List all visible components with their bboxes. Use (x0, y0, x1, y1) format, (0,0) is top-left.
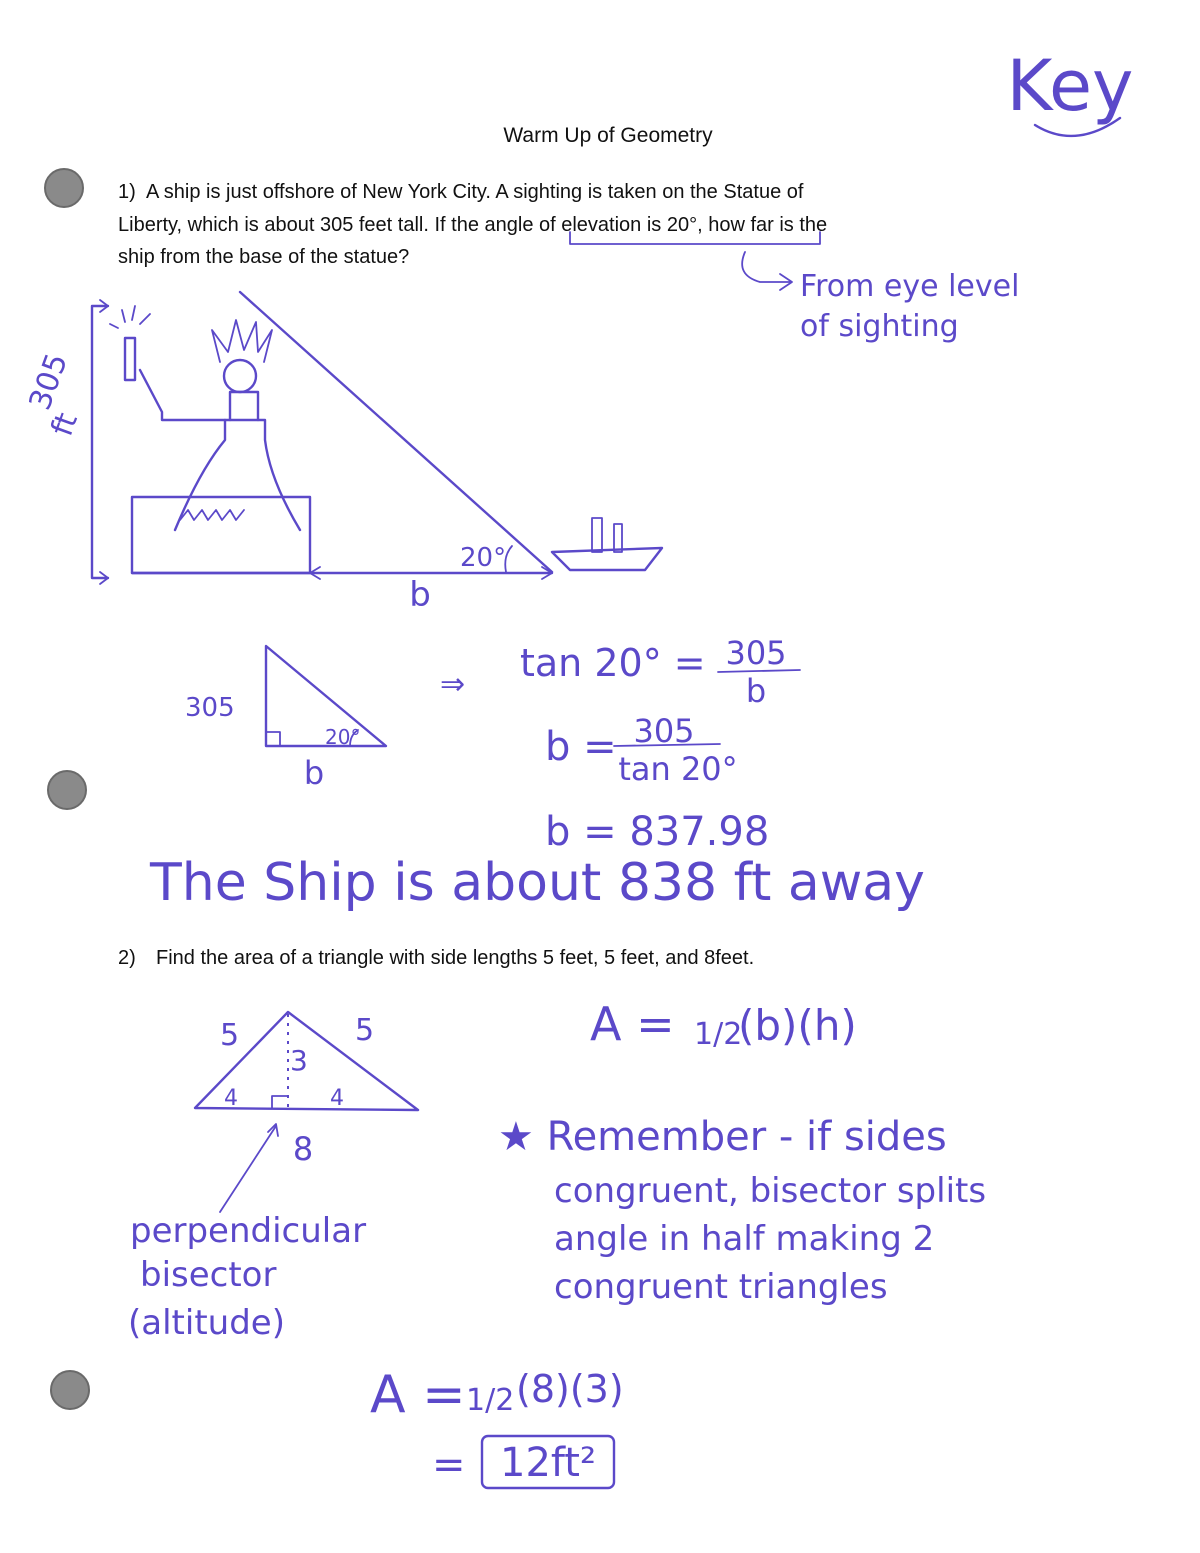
problem1-line-3: ship from the base of the statue? (118, 246, 410, 268)
note-line-2: of sighting (800, 309, 959, 344)
bisector-label-3: (altitude) (128, 1303, 285, 1343)
problem2-text: Find the area of a triangle with side lengths 5 feet, 5 feet, and 8feet. (156, 947, 755, 969)
equation2-left: b = (545, 724, 617, 770)
remember-line-1: ★ Remember - if sides (498, 1114, 947, 1160)
calc-left: A = (370, 1365, 466, 1425)
height-label-ft: ft (44, 408, 85, 441)
punch-hole-top (45, 169, 83, 207)
small-base-b: b (303, 754, 325, 792)
equation1-denominator: b (745, 672, 767, 710)
problem1-line-2: Liberty, which is about 305 feet tall. If the angle of elevation is 20°, how far is the (118, 214, 828, 236)
remember-line-3: angle in half making 2 (554, 1219, 935, 1259)
formula-fraction: 1/2 (694, 1017, 743, 1052)
equation1-left: tan 20° = (520, 641, 706, 685)
note-arrow (742, 252, 790, 282)
formula-rest: (b)(h) (738, 1001, 857, 1050)
height-bracket (92, 306, 108, 578)
sight-line-hypotenuse (240, 292, 552, 572)
problem1-number: 1) (118, 181, 136, 203)
punch-hole-bottom (51, 1371, 89, 1409)
small-right-angle-mark (266, 732, 280, 746)
altitude-right-angle-mark (272, 1096, 288, 1108)
problem1-line-1: A ship is just offshore of New York City. A sighting is taken on the Statue of (146, 181, 804, 203)
calc-fraction: 1/2 (466, 1383, 515, 1418)
triangle-height-3: 3 (290, 1044, 308, 1077)
problem2-number: 2) (118, 947, 136, 969)
base-label-b: b (409, 575, 431, 615)
triangle-half-left-4: 4 (224, 1086, 238, 1111)
statue-of-liberty-sketch (110, 306, 310, 573)
equation2-fraction-bar (614, 744, 720, 746)
ship-sketch (552, 518, 662, 570)
key-label: Key (1006, 45, 1134, 127)
angle-arc-20 (505, 546, 512, 572)
implies-arrow: ⇒ (440, 667, 466, 702)
page-title: Warm Up of Geometry (503, 124, 713, 147)
equation2-numerator: 305 (633, 712, 695, 750)
equation1-numerator: 305 (725, 634, 787, 672)
bisector-label-2: bisector (140, 1255, 277, 1295)
triangle-half-right-4: 4 (330, 1086, 344, 1111)
punch-hole-middle (48, 771, 86, 809)
small-angle-20: 20° (325, 725, 361, 749)
triangle-right-side-5: 5 (355, 1013, 375, 1048)
result-equals: = (432, 1442, 466, 1488)
formula-left: A = (590, 997, 675, 1051)
answer-line: The Ship is about 838 ft away (150, 853, 925, 913)
small-side-305: 305 (185, 693, 235, 723)
equation2-denominator: tan 20° (618, 750, 738, 788)
remember-line-4: congruent triangles (554, 1267, 888, 1307)
result-value: 12ft² (500, 1440, 596, 1486)
bisector-label-1: perpendicular (130, 1211, 367, 1251)
calc-rest: (8)(3) (516, 1367, 624, 1411)
triangle-base-8: 8 (292, 1130, 314, 1168)
note-line-1: From eye level (800, 269, 1020, 304)
height-label-305: 305 (22, 348, 76, 415)
remember-line-2: congruent, bisector splits (554, 1171, 987, 1211)
angle-label-20: 20° (460, 543, 507, 573)
equation3: b = 837.98 (545, 809, 770, 855)
bisector-pointer-line (220, 1126, 276, 1212)
triangle-left-side-5: 5 (220, 1018, 240, 1053)
